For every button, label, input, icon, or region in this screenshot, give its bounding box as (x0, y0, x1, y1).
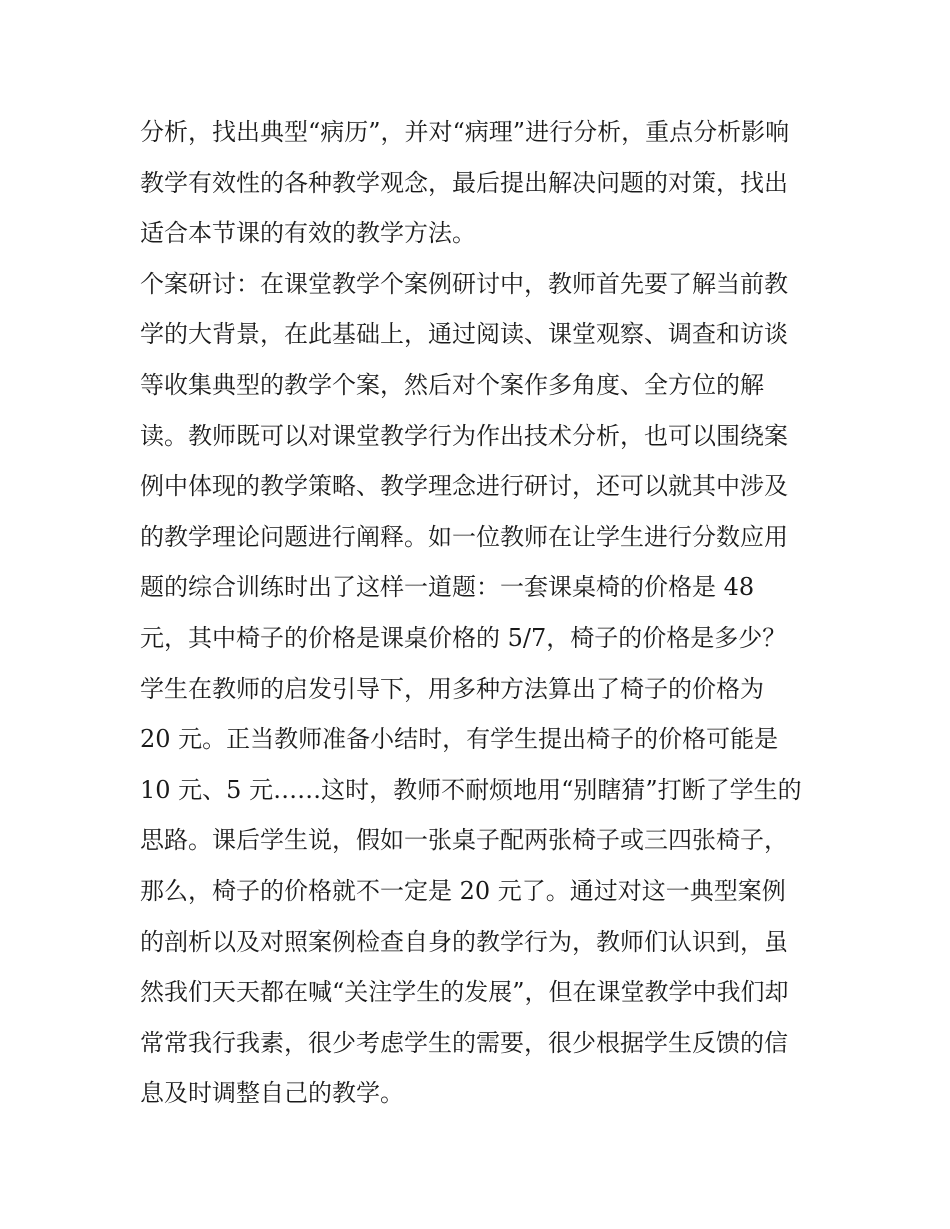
text-line: 教学有效性的各种教学观念，最后提出解决问题的对策，找出 (140, 168, 788, 197)
text-line: 读。教师既可以对课堂教学行为作出技术分析，也可以围绕案 (140, 421, 788, 450)
text-line: 元，其中椅子的价格是课桌价格的 5/7，椅子的价格是多少？ (140, 623, 787, 652)
text-line: 的剖析以及对照案例检查自身的教学行为，教师们认识到，虽 (140, 927, 788, 956)
text-line: 常常我行我素，很少考虑学生的需要，很少根据学生反馈的信 (140, 1028, 788, 1057)
text-line: 然我们天天都在喊“关注学生的发展”，但在课堂教学中我们却 (140, 978, 789, 1007)
text-line: 20 元。正当教师准备小结时，有学生提出椅子的价格可能是 (140, 725, 779, 754)
text-line: 那么，椅子的价格就不一定是 20 元了。通过对这一典型案例 (140, 876, 786, 905)
text-line: 思路。课后学生说，假如一张桌子配两张椅子或三四张椅子， (140, 826, 788, 855)
text-line: 题的综合训练时出了这样一道题：一套课桌椅的价格是 48 (140, 573, 755, 602)
text-line: 息及时调整自己的教学。 (140, 1079, 404, 1108)
text-line: 学生在教师的启发引导下，用多种方法算出了椅子的价格为 (140, 674, 764, 703)
text-line: 等收集典型的教学个案，然后对个案作多角度、全方位的解 (140, 370, 764, 399)
text-line: 分析，找出典型“病历”，并对“病理”进行分析，重点分析影响 (140, 118, 790, 146)
text-line: 例中体现的教学策略、教学理念进行研讨，还可以就其中涉及 (140, 472, 788, 501)
body-text (140, 107, 820, 1119)
text-line: 适合本节课的有效的教学方法。 (140, 219, 476, 248)
text-line: 10 元、5 元……这时，教师不耐烦地用“别瞎猜”打断了学生的 (140, 775, 802, 804)
text-line: 学的大背景，在此基础上，通过阅读、课堂观察、调查和访谈 (140, 320, 788, 349)
text-line: 个案研讨：在课堂教学个案例研讨中，教师首先要了解当前教 (140, 269, 788, 298)
text-line: 的教学理论问题进行阐释。如一位教师在让学生进行分数应用 (140, 522, 788, 551)
